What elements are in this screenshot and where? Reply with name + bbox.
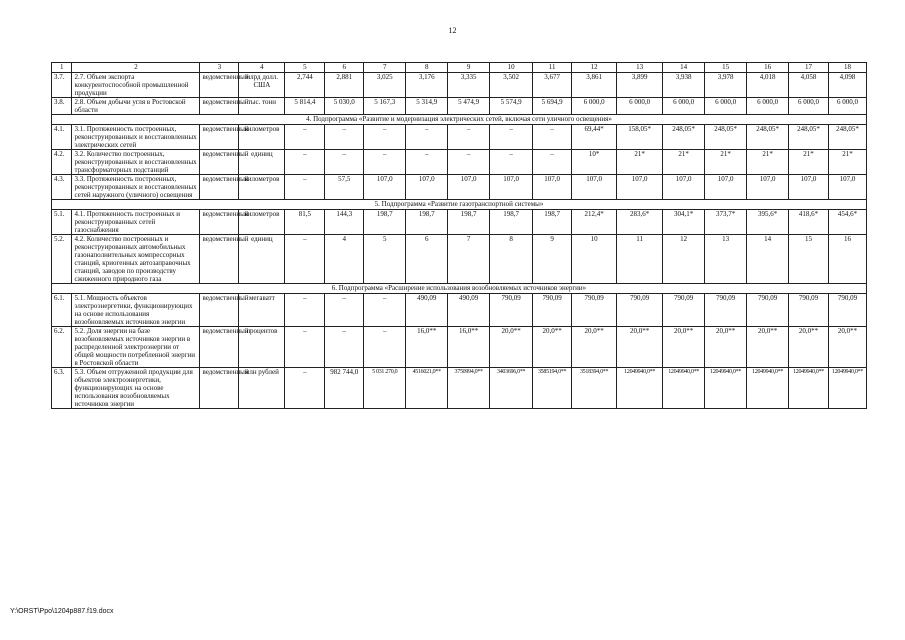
value-cell: 21* bbox=[663, 150, 705, 175]
value-cell: 107,0 bbox=[448, 175, 490, 200]
value-cell: 790,09 bbox=[747, 294, 789, 327]
value-cell: – bbox=[285, 327, 325, 368]
value-cell: 418,6* bbox=[789, 210, 829, 235]
value-cell: – bbox=[285, 175, 325, 200]
value-cell: 6 000,0 bbox=[663, 98, 705, 115]
value-cell: 198,7 bbox=[406, 210, 448, 235]
value-cell: 5 814,4 bbox=[285, 98, 325, 115]
unit-cell: единиц bbox=[239, 150, 285, 175]
data-source: ведомственный bbox=[200, 235, 239, 284]
value-cell: 982 744,0 bbox=[325, 368, 364, 409]
section-title: 4. Подпрограмма «Развитие и модернизация электрических сетей, включая сети уличного освещения» bbox=[52, 115, 867, 125]
table-row bbox=[52, 210, 867, 235]
data-source: ведомственный bbox=[200, 327, 239, 368]
indicator-name: 3.3. Протяженность построенных, реконструированных и восстановленных сетей наружного (уличного) освещения bbox=[72, 175, 200, 200]
value-cell: 6 000,0 bbox=[705, 98, 747, 115]
value-cell: 3,176 bbox=[406, 73, 448, 98]
value-cell: 6 000,0 bbox=[789, 98, 829, 115]
value-cell: 248,05* bbox=[789, 125, 829, 150]
value-cell: 790,09 bbox=[617, 294, 663, 327]
value-cell: – bbox=[364, 150, 406, 175]
unit-cell: мегаватт bbox=[239, 294, 285, 327]
value-cell: – bbox=[285, 125, 325, 150]
value-cell: 5 167,3 bbox=[364, 98, 406, 115]
page-number: 12 bbox=[448, 26, 457, 35]
unit-cell: млрд долл. США bbox=[239, 73, 285, 98]
value-cell: 16,0** bbox=[448, 327, 490, 368]
value-cell: 15 bbox=[789, 235, 829, 284]
table-row bbox=[52, 368, 867, 409]
value-cell: 790,09 bbox=[572, 294, 617, 327]
value-cell: 5 031 270,0 bbox=[364, 368, 406, 409]
value-cell: 3,502 bbox=[490, 73, 533, 98]
value-cell: 6 000,0 bbox=[828, 98, 866, 115]
value-cell: 790,09 bbox=[789, 294, 829, 327]
value-cell: 4516021,0** bbox=[406, 368, 448, 409]
value-cell: 5 474,9 bbox=[448, 98, 490, 115]
header-row bbox=[52, 63, 867, 73]
indicator-name: 5.1. Мощность объектов электроэнергетики, функционирующих на основе использования возобновляемых источников энергии bbox=[72, 294, 200, 327]
value-cell: 12 bbox=[663, 235, 705, 284]
value-cell: 395,6* bbox=[747, 210, 789, 235]
table-row bbox=[52, 294, 867, 327]
value-cell: 790,09 bbox=[663, 294, 705, 327]
value-cell: 4,098 bbox=[828, 73, 866, 98]
row-number: 4.1. bbox=[52, 125, 72, 150]
table-row bbox=[52, 73, 867, 98]
value-cell: 20,0** bbox=[747, 327, 789, 368]
column-header: 1 bbox=[52, 63, 72, 73]
value-cell: 14 bbox=[747, 235, 789, 284]
value-cell: – bbox=[325, 150, 364, 175]
value-cell: 3,899 bbox=[617, 73, 663, 98]
column-header: 8 bbox=[406, 63, 448, 73]
value-cell: 20,0** bbox=[789, 327, 829, 368]
column-header: 15 bbox=[705, 63, 747, 73]
value-cell: – bbox=[448, 150, 490, 175]
value-cell: – bbox=[533, 150, 572, 175]
value-cell: – bbox=[406, 150, 448, 175]
row-number: 3.8. bbox=[52, 98, 72, 115]
value-cell: 3,025 bbox=[364, 73, 406, 98]
value-cell: 10 bbox=[572, 235, 617, 284]
value-cell: 248,05* bbox=[705, 125, 747, 150]
value-cell: 5 574,9 bbox=[490, 98, 533, 115]
data-source: ведомственный bbox=[200, 125, 239, 150]
value-cell: 20,0** bbox=[533, 327, 572, 368]
data-source: ведомственный bbox=[200, 150, 239, 175]
value-cell: 20,0** bbox=[572, 327, 617, 368]
footer-path: Y:\ORST\Ppo\1204p887.f19.docx bbox=[10, 608, 114, 615]
value-cell: 21* bbox=[617, 150, 663, 175]
value-cell: 144,3 bbox=[325, 210, 364, 235]
value-cell: 9 bbox=[533, 235, 572, 284]
row-number: 3.7. bbox=[52, 73, 72, 98]
data-source: ведомственный bbox=[200, 175, 239, 200]
value-cell: 490,09 bbox=[406, 294, 448, 327]
value-cell: 107,0 bbox=[828, 175, 866, 200]
row-number: 4.3. bbox=[52, 175, 72, 200]
row-number: 5.1. bbox=[52, 210, 72, 235]
section-row bbox=[52, 200, 867, 210]
value-cell: 69,44* bbox=[572, 125, 617, 150]
table-row bbox=[52, 327, 867, 368]
row-number: 4.2. bbox=[52, 150, 72, 175]
row-number: 6.2. bbox=[52, 327, 72, 368]
table-row bbox=[52, 150, 867, 175]
column-header: 3 bbox=[200, 63, 239, 73]
value-cell: 5 694,9 bbox=[533, 98, 572, 115]
value-cell: 6 000,0 bbox=[617, 98, 663, 115]
unit-cell: млн рублей bbox=[239, 368, 285, 409]
value-cell: – bbox=[490, 150, 533, 175]
value-cell: 490,09 bbox=[448, 294, 490, 327]
indicator-name: 2.7. Объем экспорта конкурентоспособной промышленной продукции bbox=[72, 73, 200, 98]
column-header: 12 bbox=[572, 63, 617, 73]
table-row bbox=[52, 175, 867, 200]
value-cell: 198,7 bbox=[533, 210, 572, 235]
row-number: 6.3. bbox=[52, 368, 72, 409]
value-cell: 3,978 bbox=[705, 73, 747, 98]
value-cell: – bbox=[285, 294, 325, 327]
value-cell: 21* bbox=[747, 150, 789, 175]
value-cell: 373,7* bbox=[705, 210, 747, 235]
section-row bbox=[52, 115, 867, 125]
value-cell: – bbox=[325, 327, 364, 368]
value-cell: – bbox=[533, 125, 572, 150]
column-header: 9 bbox=[448, 63, 490, 73]
value-cell: 12049940,0** bbox=[617, 368, 663, 409]
unit-cell: километров bbox=[239, 175, 285, 200]
value-cell: 790,09 bbox=[533, 294, 572, 327]
value-cell: 6 000,0 bbox=[747, 98, 789, 115]
unit-cell: километров bbox=[239, 125, 285, 150]
value-cell: 107,0 bbox=[406, 175, 448, 200]
value-cell: 248,05* bbox=[747, 125, 789, 150]
value-cell: 107,0 bbox=[572, 175, 617, 200]
value-cell: 5 030,0 bbox=[325, 98, 364, 115]
indicator-name: 2.8. Объем добычи угля в Ростовской области bbox=[72, 98, 200, 115]
indicator-name: 4.2. Количество построенных и реконструированных автомобильных газонаполнительных компрессорных станций, криогенных автозаправочных станций, заводов по производству сжиженного природного газа bbox=[72, 235, 200, 284]
value-cell: 3403696,0** bbox=[490, 368, 533, 409]
indicator-name: 4.1. Протяженность построенных и реконструированных сетей газоснабжения bbox=[72, 210, 200, 235]
column-header: 5 bbox=[285, 63, 325, 73]
value-cell: 158,05* bbox=[617, 125, 663, 150]
column-header: 16 bbox=[747, 63, 789, 73]
value-cell: 790,09 bbox=[490, 294, 533, 327]
column-header: 10 bbox=[490, 63, 533, 73]
indicators-table bbox=[51, 62, 867, 409]
value-cell: 7 bbox=[448, 235, 490, 284]
value-cell: 3,335 bbox=[448, 73, 490, 98]
table-row bbox=[52, 125, 867, 150]
value-cell: – bbox=[325, 125, 364, 150]
section-title: 5. Подпрограмма «Развитие газотранспортной системы» bbox=[52, 200, 867, 210]
value-cell: 21* bbox=[828, 150, 866, 175]
value-cell: 2,744 bbox=[285, 73, 325, 98]
value-cell: 198,7 bbox=[490, 210, 533, 235]
value-cell: 198,7 bbox=[364, 210, 406, 235]
value-cell: 21* bbox=[705, 150, 747, 175]
unit-cell: процентов bbox=[239, 327, 285, 368]
unit-cell: километров bbox=[239, 210, 285, 235]
column-header: 14 bbox=[663, 63, 705, 73]
indicator-name: 3.2. Количество построенных, реконструированных и восстановленных трансформаторных подстанций bbox=[72, 150, 200, 175]
value-cell: 3585194,0** bbox=[533, 368, 572, 409]
value-cell: 3,861 bbox=[572, 73, 617, 98]
value-cell: 81,5 bbox=[285, 210, 325, 235]
section-row bbox=[52, 284, 867, 294]
indicator-name: 5.2. Доля энергии на базе возобновляемых источников энергии в распределенной электроэнергии от общей мощности потребленной энергии в Ростовской области bbox=[72, 327, 200, 368]
value-cell: 12049940,0** bbox=[705, 368, 747, 409]
indicator-name: 3.1. Протяженность построенных, реконструированных и восстановленных электрических сетей bbox=[72, 125, 200, 150]
value-cell: 107,0 bbox=[705, 175, 747, 200]
table-body bbox=[52, 63, 867, 409]
column-header: 4 bbox=[239, 63, 285, 73]
column-header: 11 bbox=[533, 63, 572, 73]
value-cell: 20,0** bbox=[617, 327, 663, 368]
value-cell: 6 bbox=[406, 235, 448, 284]
value-cell: 3,938 bbox=[663, 73, 705, 98]
value-cell: 4,058 bbox=[789, 73, 829, 98]
unit-cell: единиц bbox=[239, 235, 285, 284]
value-cell: 5 314,9 bbox=[406, 98, 448, 115]
value-cell: – bbox=[364, 327, 406, 368]
column-header: 7 bbox=[364, 63, 406, 73]
row-number: 6.1. bbox=[52, 294, 72, 327]
data-source: ведомственный bbox=[200, 210, 239, 235]
value-cell: 107,0 bbox=[533, 175, 572, 200]
value-cell: – bbox=[285, 150, 325, 175]
value-cell: 12049940,0** bbox=[828, 368, 866, 409]
value-cell: 790,09 bbox=[705, 294, 747, 327]
value-cell: 454,6* bbox=[828, 210, 866, 235]
value-cell: 11 bbox=[617, 235, 663, 284]
column-header: 18 bbox=[828, 63, 866, 73]
value-cell: 248,05* bbox=[663, 125, 705, 150]
value-cell: 107,0 bbox=[617, 175, 663, 200]
value-cell: – bbox=[448, 125, 490, 150]
value-cell: 16 bbox=[828, 235, 866, 284]
value-cell: 20,0** bbox=[663, 327, 705, 368]
value-cell: 12049940,0** bbox=[663, 368, 705, 409]
section-title: 6. Подпрограмма «Расширение использования возобновляемых источников энергии» bbox=[52, 284, 867, 294]
value-cell: 57,5 bbox=[325, 175, 364, 200]
value-cell: 4 bbox=[325, 235, 364, 284]
data-source: ведомственный bbox=[200, 368, 239, 409]
column-header: 17 bbox=[789, 63, 829, 73]
indicator-name: 5.3. Объем отгруженной продукции для объектов электроэнергетики, функционирующих на основе использования возобновляемых источников энергии bbox=[72, 368, 200, 409]
value-cell: 107,0 bbox=[789, 175, 829, 200]
value-cell: 790,09 bbox=[828, 294, 866, 327]
value-cell: 6 000,0 bbox=[572, 98, 617, 115]
value-cell: – bbox=[285, 235, 325, 284]
value-cell: 5 bbox=[364, 235, 406, 284]
value-cell: 248,05* bbox=[828, 125, 866, 150]
value-cell: 20,0** bbox=[828, 327, 866, 368]
value-cell: 107,0 bbox=[364, 175, 406, 200]
value-cell: – bbox=[325, 294, 364, 327]
value-cell: – bbox=[364, 125, 406, 150]
value-cell: 3518394,0** bbox=[572, 368, 617, 409]
value-cell: 107,0 bbox=[490, 175, 533, 200]
value-cell: 21* bbox=[789, 150, 829, 175]
value-cell: – bbox=[490, 125, 533, 150]
table-row bbox=[52, 235, 867, 284]
value-cell: – bbox=[285, 368, 325, 409]
data-source: ведомственный bbox=[200, 73, 239, 98]
value-cell: – bbox=[406, 125, 448, 150]
value-cell: 283,6* bbox=[617, 210, 663, 235]
value-cell: 3,677 bbox=[533, 73, 572, 98]
value-cell: 107,0 bbox=[663, 175, 705, 200]
value-cell: 13 bbox=[705, 235, 747, 284]
value-cell: 107,0 bbox=[747, 175, 789, 200]
value-cell: – bbox=[364, 294, 406, 327]
column-header: 13 bbox=[617, 63, 663, 73]
value-cell: 8 bbox=[490, 235, 533, 284]
unit-cell: тыс. тонн bbox=[239, 98, 285, 115]
value-cell: 20,0** bbox=[490, 327, 533, 368]
table-row bbox=[52, 98, 867, 115]
data-source: ведомственный bbox=[200, 98, 239, 115]
value-cell: 2,881 bbox=[325, 73, 364, 98]
column-header: 6 bbox=[325, 63, 364, 73]
value-cell: 12049940,0** bbox=[789, 368, 829, 409]
value-cell: 10* bbox=[572, 150, 617, 175]
value-cell: 4,018 bbox=[747, 73, 789, 98]
value-cell: 3750994,0** bbox=[448, 368, 490, 409]
value-cell: 304,1* bbox=[663, 210, 705, 235]
value-cell: 20,0** bbox=[705, 327, 747, 368]
column-header: 2 bbox=[72, 63, 200, 73]
row-number: 5.2. bbox=[52, 235, 72, 284]
value-cell: 198,7 bbox=[448, 210, 490, 235]
data-source: ведомственный bbox=[200, 294, 239, 327]
value-cell: 16,0** bbox=[406, 327, 448, 368]
value-cell: 12049940,0** bbox=[747, 368, 789, 409]
value-cell: 212,4* bbox=[572, 210, 617, 235]
